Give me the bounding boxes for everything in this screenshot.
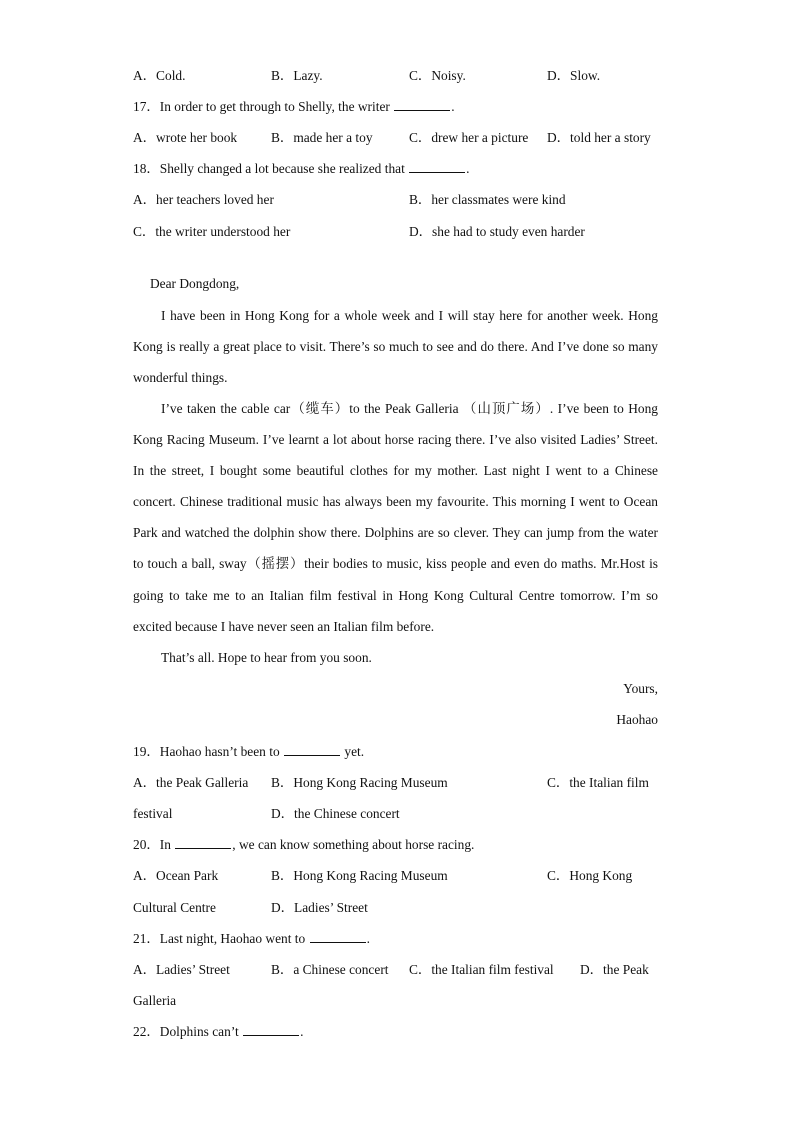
q20-stem	[133, 835, 658, 855]
q19-option-b: B．Hong Kong Racing Museum	[271, 775, 448, 790]
q21-options-row2	[133, 991, 658, 1011]
q17-stem-end: .	[451, 99, 455, 114]
q20-options-row2	[133, 898, 658, 918]
q22-stem	[133, 1022, 658, 1042]
q19-option-c: C．the Italian film	[547, 775, 649, 790]
q17-stem-text: 17．In order to get through to Shelly, the writer	[133, 99, 390, 114]
q17-stem	[133, 97, 658, 117]
q20-option-c-wrap: Cultural Centre	[133, 900, 216, 915]
q19-answer-blank	[284, 743, 340, 756]
q21-stem	[133, 929, 658, 949]
letter-salutation: Dear Dongdong,	[150, 276, 240, 291]
letter-paragraph-1: I have been in Hong Kong for a whole week and I will stay here for another week. Hong Kong is really a great place to visit. There’s so much to see and do there. And I’ve done so many wonderful things.	[133, 308, 658, 386]
q18-option-c: C．the writer understood her	[133, 224, 291, 239]
q19-option-a: A．the Peak Galleria	[133, 775, 249, 790]
q20-answer-blank	[175, 836, 231, 849]
q20-option-d: D．Ladies’ Street	[271, 900, 368, 915]
q17-options	[133, 128, 658, 148]
letter-paragraph-2: I’ve taken the cable car（缆车）to the Peak Galleria （山顶广场）. I’ve been to Hong Kong Racing Museum. I’ve learnt a lot about horse racing there. I’ve also visited Ladies’ Street. In the street, I bought some beautiful clothes for my mother. Last night I went to a Chinese concert. Chinese traditional music has always been my favourite. This morning I went to Ocean Park and watched the dolphin show there. Dolphins are so clever. They can jump from the water to touch a ball, sway（摇摆）their bodies to music, kiss people and even do maths. Mr.Host is going to take me to an Italian film festival in Hong Kong Cultural Centre tomorrow. I’m so excited because I have never seen an Italian film before.	[133, 401, 658, 634]
q19-option-c-wrap: festival	[133, 806, 173, 821]
q18-option-d: D．she had to study even harder	[409, 224, 585, 239]
q18-stem	[133, 159, 658, 179]
q19-option-d: D．the Chinese concert	[271, 806, 400, 821]
q17-option-c: C．drew her a picture	[409, 130, 529, 145]
q21-option-d-wrap: Galleria	[133, 993, 177, 1008]
q19-stem-text: 19．Haohao hasn’t been to	[133, 744, 280, 759]
q21-option-d: D．the Peak	[580, 962, 649, 977]
q17-option-a: A．wrote her book	[133, 130, 238, 145]
q20-option-a: A．Ocean Park	[133, 868, 219, 883]
q21-option-b: B．a Chinese concert	[271, 962, 389, 977]
q17-answer-blank	[394, 98, 450, 111]
q22-stem-text: 22．Dolphins can’t	[133, 1024, 239, 1039]
q20-stem-text: 20．In	[133, 837, 171, 852]
q18-option-a: A．her teachers loved her	[133, 192, 274, 207]
q19-options	[133, 773, 658, 793]
q22-answer-blank	[243, 1023, 299, 1036]
q20-option-c: C．Hong Kong	[547, 868, 633, 883]
q17-option-d: D．told her a story	[547, 130, 651, 145]
q21-stem-text: 21．Last night, Haohao went to	[133, 931, 306, 946]
q16-option-a: A．Cold.	[133, 68, 186, 83]
q18-options-row1	[133, 190, 658, 210]
letter-signature: Haohao	[616, 712, 658, 727]
q20-option-b: B．Hong Kong Racing Museum	[271, 868, 448, 883]
q19-stem-end: yet.	[344, 744, 365, 759]
q16-option-b: B．Lazy.	[271, 68, 323, 83]
q17-option-b: B．made her a toy	[271, 130, 373, 145]
q18-option-b: B．her classmates were kind	[409, 192, 566, 207]
q21-option-a: A．Ladies’ Street	[133, 962, 230, 977]
q16-option-c: C．Noisy.	[409, 68, 466, 83]
q20-stem-end: , we can know something about horse racing.	[232, 837, 475, 852]
q18-options-row2	[133, 222, 658, 242]
q18-stem-text: 18．Shelly changed a lot because she realized that	[133, 161, 405, 176]
q21-option-c: C．the Italian film festival	[409, 962, 554, 977]
q16-option-d: D．Slow.	[547, 68, 601, 83]
q18-stem-end: .	[466, 161, 470, 176]
q19-options-row2	[133, 804, 658, 824]
letter-closing: Yours,	[623, 681, 658, 696]
q21-options	[133, 960, 658, 980]
q22-stem-end: .	[300, 1024, 304, 1039]
q18-answer-blank	[409, 160, 465, 173]
q21-answer-blank	[310, 930, 366, 943]
letter-paragraph-3: That’s all. Hope to hear from you soon.	[161, 650, 372, 665]
q20-options	[133, 866, 658, 886]
q16-options	[133, 66, 658, 86]
q21-stem-end: .	[366, 931, 370, 946]
q19-stem	[133, 742, 658, 762]
